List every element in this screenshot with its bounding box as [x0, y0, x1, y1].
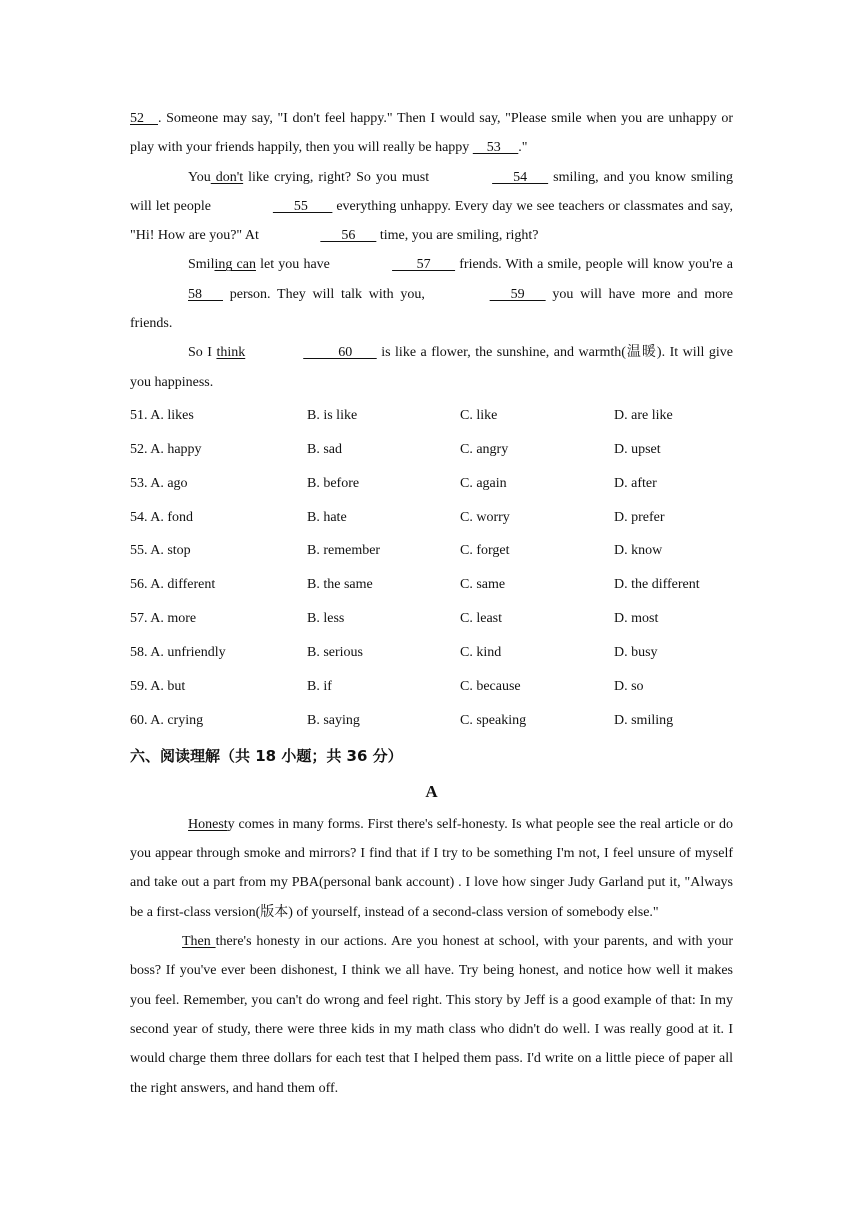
option-b: B. less — [307, 611, 345, 627]
option-a: 55. A. stop — [130, 543, 191, 559]
option-d: D. upset — [614, 441, 661, 457]
option-b: B. serious — [307, 645, 363, 661]
cloze-paragraph-3 — [130, 250, 733, 338]
option-c: C. speaking — [460, 712, 527, 728]
option-d: D. the different — [614, 577, 700, 593]
passage-title: A — [425, 781, 438, 801]
cloze-text: Smil — [188, 257, 215, 273]
blank-57: 57 — [392, 257, 456, 273]
cloze-text: time, you are smiling, right? — [376, 228, 539, 244]
option-c: C. again — [460, 475, 507, 491]
passage-paragraph-2 — [130, 927, 733, 1103]
option-d: D. after — [614, 475, 657, 491]
underlined-word: Then — [182, 934, 216, 950]
passage-body — [130, 810, 733, 1103]
blank-53: 53 — [472, 140, 519, 156]
option-a: 60. A. crying — [130, 712, 204, 728]
option-b: B. the same — [307, 577, 373, 593]
option-c: C. worry — [460, 509, 510, 525]
option-c: C. like — [460, 407, 498, 423]
options-list — [130, 399, 733, 738]
cloze-text: you will have more and more friends. — [130, 286, 733, 332]
cloze-text: smiling, and you know smiling will let people — [130, 169, 733, 214]
option-row-57 — [130, 602, 733, 636]
option-b: B. is like — [307, 407, 358, 423]
blank-55: 55 — [272, 198, 333, 214]
passage-paragraph-1 — [130, 810, 733, 927]
passage-text: there's honesty in our actions. Are you honest at school, with your parents, and with your boss? If you've ever been dishonest, I think we all have. Try being honest, and notice how well it makes you feel. Remember, you can't do wrong and feel right. This story by Jeff is a good example of that: In my second year of study, there were three kids in my math class who didn't do well. I was really good at it. I would charge them three dollars for each test that I helped them pass. I'd write on a little piece of paper all the right answers, and hand them off. — [130, 934, 734, 1096]
option-b: B. remember — [307, 543, 381, 559]
option-b: B. hate — [307, 509, 347, 525]
cloze-text: So I — [188, 345, 217, 361]
option-row-52 — [130, 433, 733, 467]
option-b: B. sad — [307, 441, 342, 457]
option-d: D. prefer — [614, 509, 665, 525]
option-row-59 — [130, 670, 733, 704]
option-c: C. because — [460, 679, 521, 695]
cloze-text: ." — [518, 140, 528, 156]
option-row-53 — [130, 467, 733, 501]
option-row-60 — [130, 704, 733, 738]
passage-text: y comes in many forms. First there's self-honesty. Is what people see the real article or do you appear through smoke and mirrors? I find that if I try to be something I'm not, I feel unsure of myself and take out a part from my PBA(personal bank account) . I love how singer Judy Garland put it, "Always be a first-class version(版本) of yourself, instead of a second-class version of somebody else." — [130, 816, 733, 920]
underlined-word: Honest — [188, 816, 228, 832]
option-a: 54. A. fond — [130, 509, 193, 525]
section-heading: 六、阅读理解（共 18 小题；共 36 分） — [130, 746, 403, 765]
option-d: D. are like — [614, 407, 673, 423]
blank-58: 58 — [188, 286, 223, 302]
option-d: D. so — [614, 679, 644, 695]
underlined-word: think — [216, 345, 246, 361]
option-row-55 — [130, 535, 733, 569]
option-c: C. same — [460, 577, 506, 593]
option-row-56 — [130, 568, 733, 602]
option-a: 52. A. happy — [130, 441, 202, 457]
option-d: D. most — [614, 611, 659, 627]
option-c: C. kind — [460, 645, 502, 661]
cloze-paragraph-1 — [130, 104, 733, 163]
option-a: 58. A. unfriendly — [130, 645, 226, 661]
cloze-text: everything unhappy. Every day we see teachers or classmates and say, "Hi! How are you?" At — [130, 198, 733, 244]
blank-54: 54 — [492, 169, 549, 185]
blank-59: 59 — [489, 286, 546, 302]
document-page — [130, 104, 733, 1103]
blank-52: 52 — [130, 111, 158, 126]
option-d: D. know — [614, 543, 663, 559]
option-b: B. before — [307, 475, 360, 491]
option-a: 53. A. ago — [130, 475, 188, 491]
cloze-text: is like a flower, the sunshine, and warmth(温暖). It will give you happiness. — [130, 345, 733, 390]
option-b: B. saying — [307, 712, 360, 728]
cloze-text: like crying, right? So you must — [243, 169, 435, 185]
option-c: C. angry — [460, 441, 509, 457]
option-c: C. forget — [460, 543, 510, 559]
option-c: C. least — [460, 611, 502, 627]
blank-56: 56 — [320, 228, 377, 244]
option-d: D. busy — [614, 645, 658, 661]
cloze-text: let you have — [255, 257, 335, 273]
underlined-word: ing can — [214, 257, 256, 273]
underlined-word: don't — [210, 169, 244, 185]
option-row-58 — [130, 636, 733, 670]
option-d: D. smiling — [614, 712, 674, 728]
option-row-54 — [130, 501, 733, 535]
cloze-paragraph-4 — [130, 338, 733, 397]
option-row-51 — [130, 399, 733, 433]
option-a: 51. A. likes — [130, 407, 194, 423]
option-b: B. if — [307, 679, 332, 695]
cloze-text: . Someone may say, "I don't feel happy." Then I would say, "Please smile when you are unhappy or play with your friends happily, then you will really be happy — [130, 111, 733, 156]
option-a: 56. A. different — [130, 577, 216, 593]
option-a: 59. A. but — [130, 679, 186, 695]
blank-60: 60 — [303, 345, 377, 361]
option-a: 57. A. more — [130, 611, 197, 627]
cloze-text: You — [188, 169, 211, 185]
cloze-text: friends. With a smile, people will know you're a — [455, 257, 734, 273]
cloze-paragraph-2 — [130, 163, 733, 251]
cloze-text: person. They will talk with you, — [223, 286, 432, 302]
